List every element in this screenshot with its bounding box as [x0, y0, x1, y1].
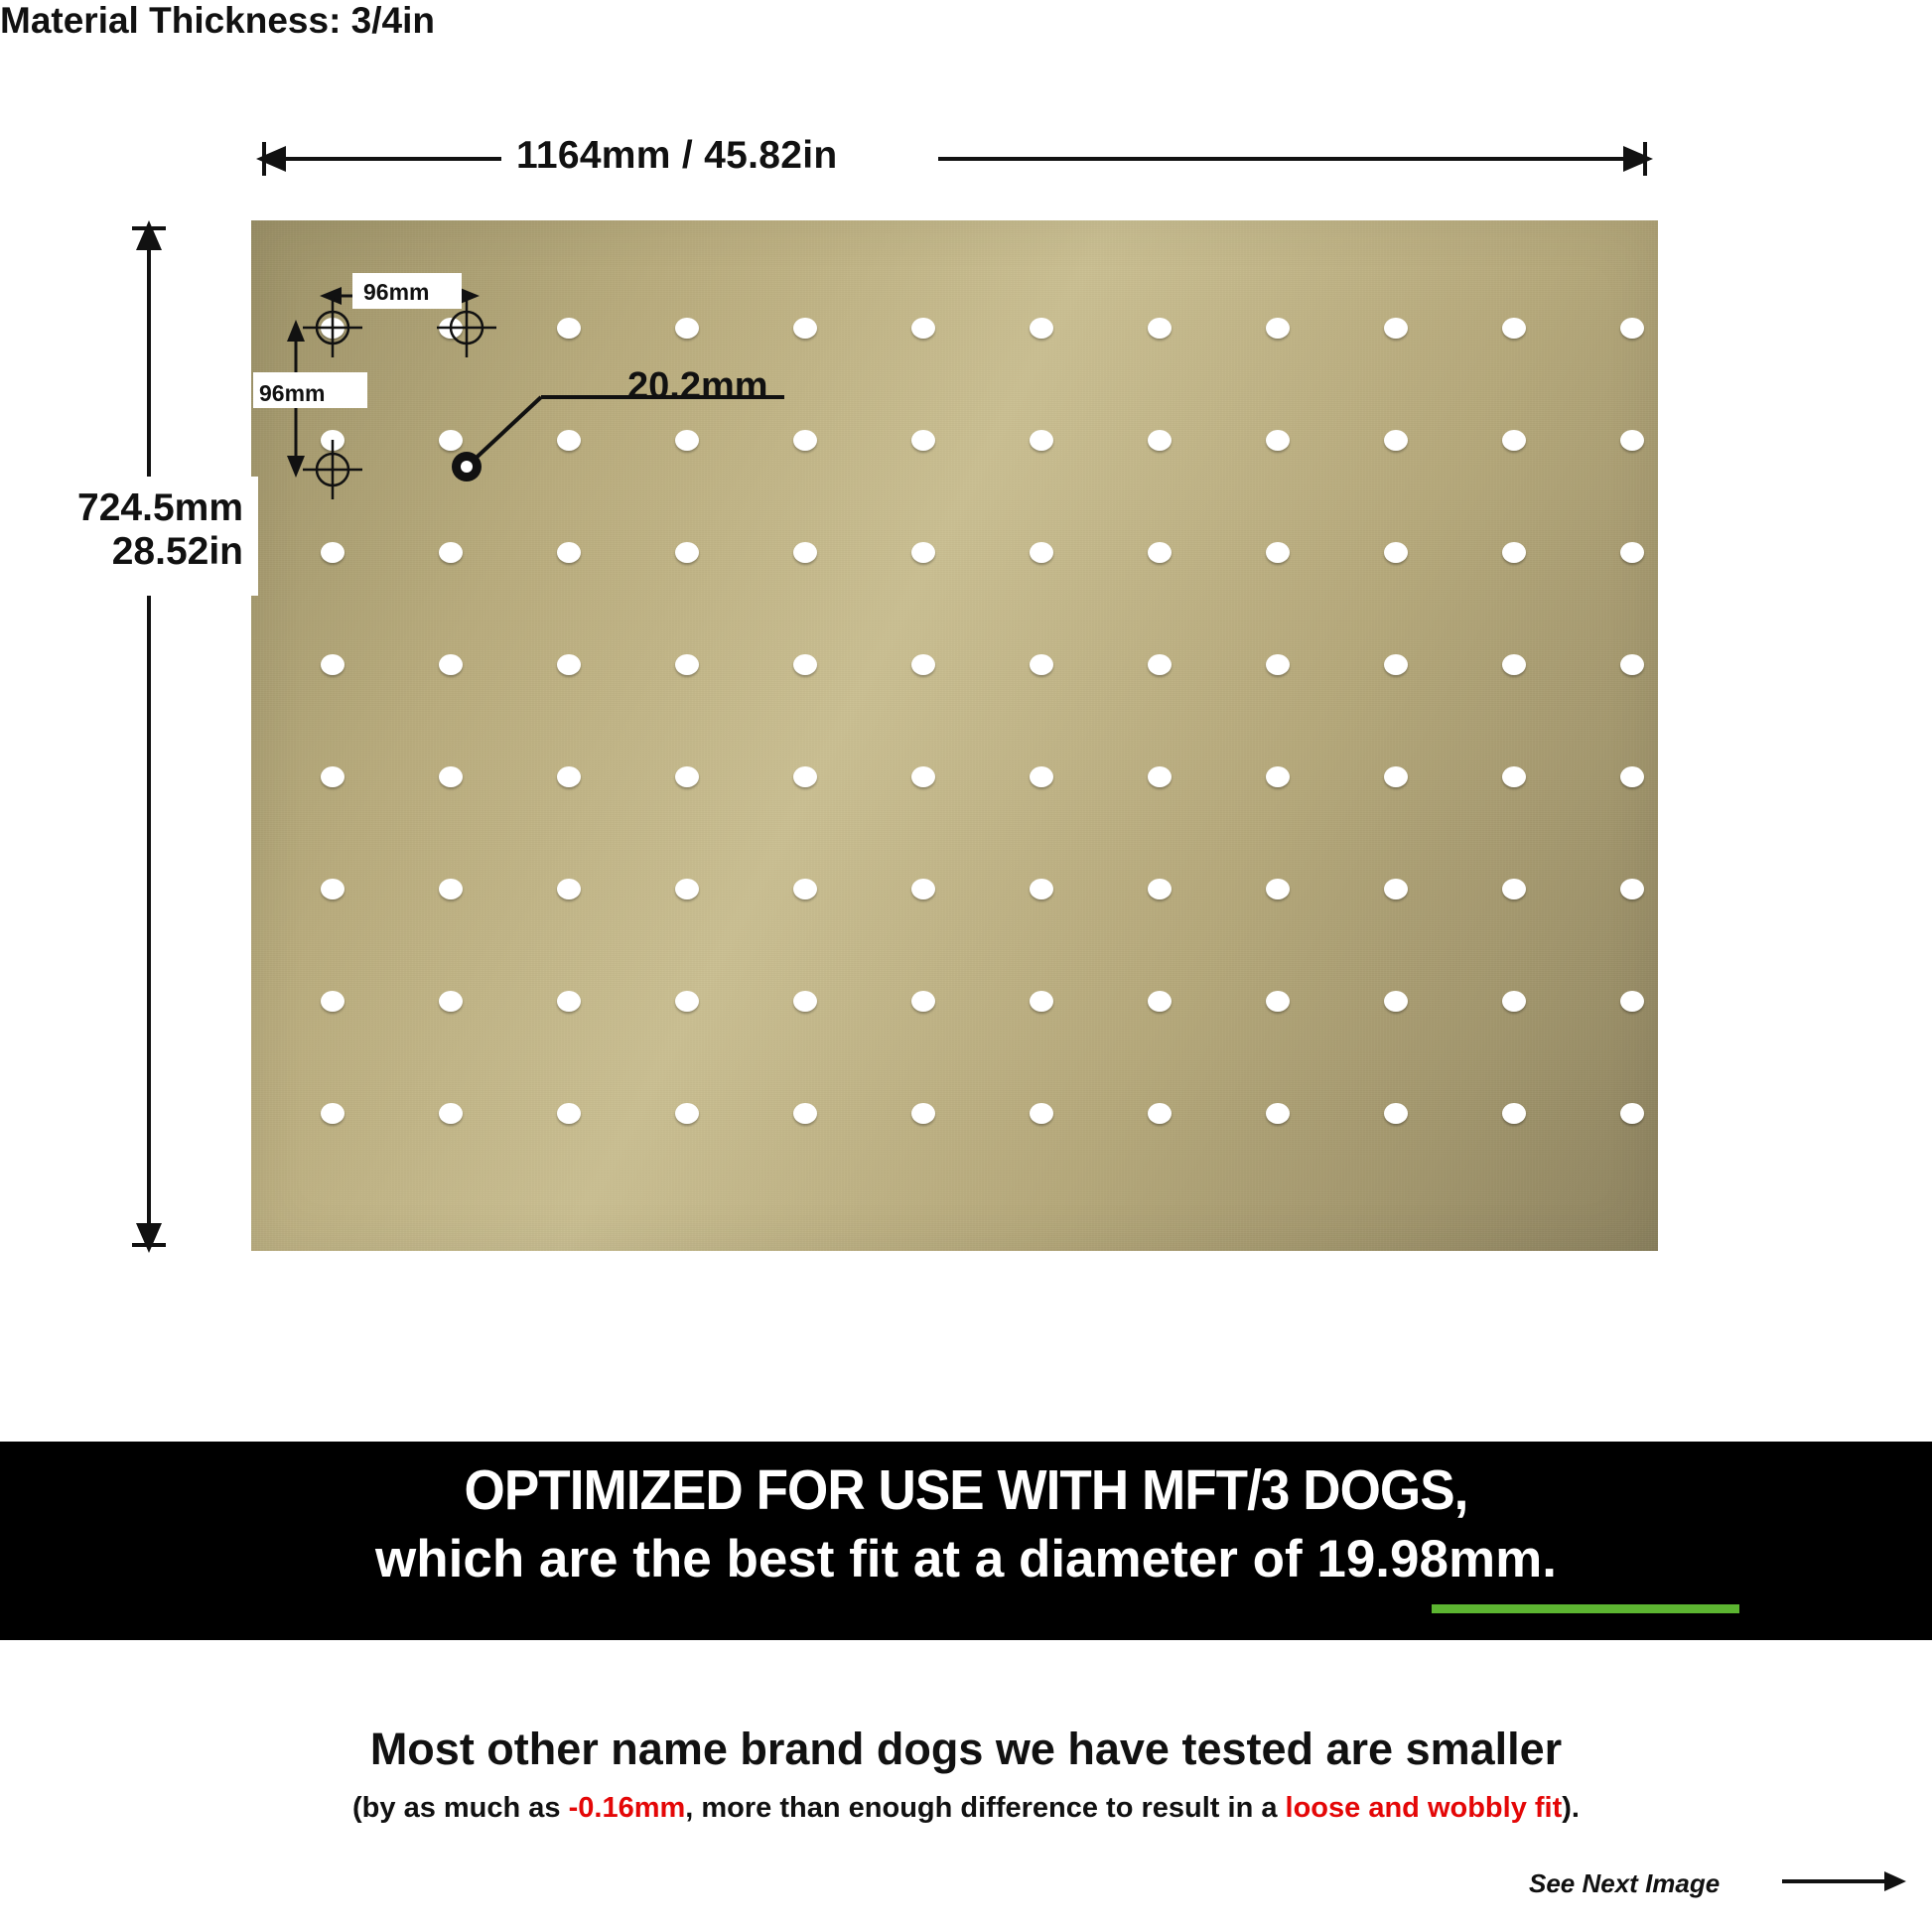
pitch-vertical-label: 96mm [259, 380, 326, 406]
footer-subtext [0, 1792, 1932, 1825]
banner-headline: OPTIMIZED FOR USE WITH MFT/3 DOGS, [464, 1458, 1468, 1522]
overall-height-in: 28.52in [111, 529, 243, 573]
banner-sub-prefix: which are the best fit at a diameter of [375, 1530, 1317, 1588]
banner-subheadline [0, 1529, 1932, 1589]
footer-sub-part1: (by as much as [352, 1792, 569, 1824]
overall-width-label: 1164mm / 45.82in [516, 134, 838, 177]
footer-emphasis: loose and wobbly fit [1285, 1792, 1563, 1824]
footer-sub-part2: , more than enough difference to result in a [685, 1792, 1286, 1824]
see-next-arrow-icon [1782, 1866, 1911, 1896]
footer-sub-part3: ). [1562, 1792, 1580, 1824]
material-thickness-label: Material Thickness: 3/4in [0, 0, 436, 41]
overall-height-mm: 724.5mm [77, 486, 243, 529]
pitch-horizontal-label: 96mm [363, 279, 430, 305]
banner-value-underline [1432, 1604, 1739, 1613]
footer-tolerance-value: -0.16mm [568, 1792, 686, 1824]
see-next-image-label: See Next Image [1529, 1868, 1721, 1898]
footer-headline: Most other name brand dogs we have tested are smaller [369, 1724, 1563, 1774]
overall-height-label [30, 486, 243, 573]
hole-diameter-label: 20.2mm [627, 365, 768, 407]
banner-diameter-value: 19.98mm. [1316, 1530, 1557, 1588]
